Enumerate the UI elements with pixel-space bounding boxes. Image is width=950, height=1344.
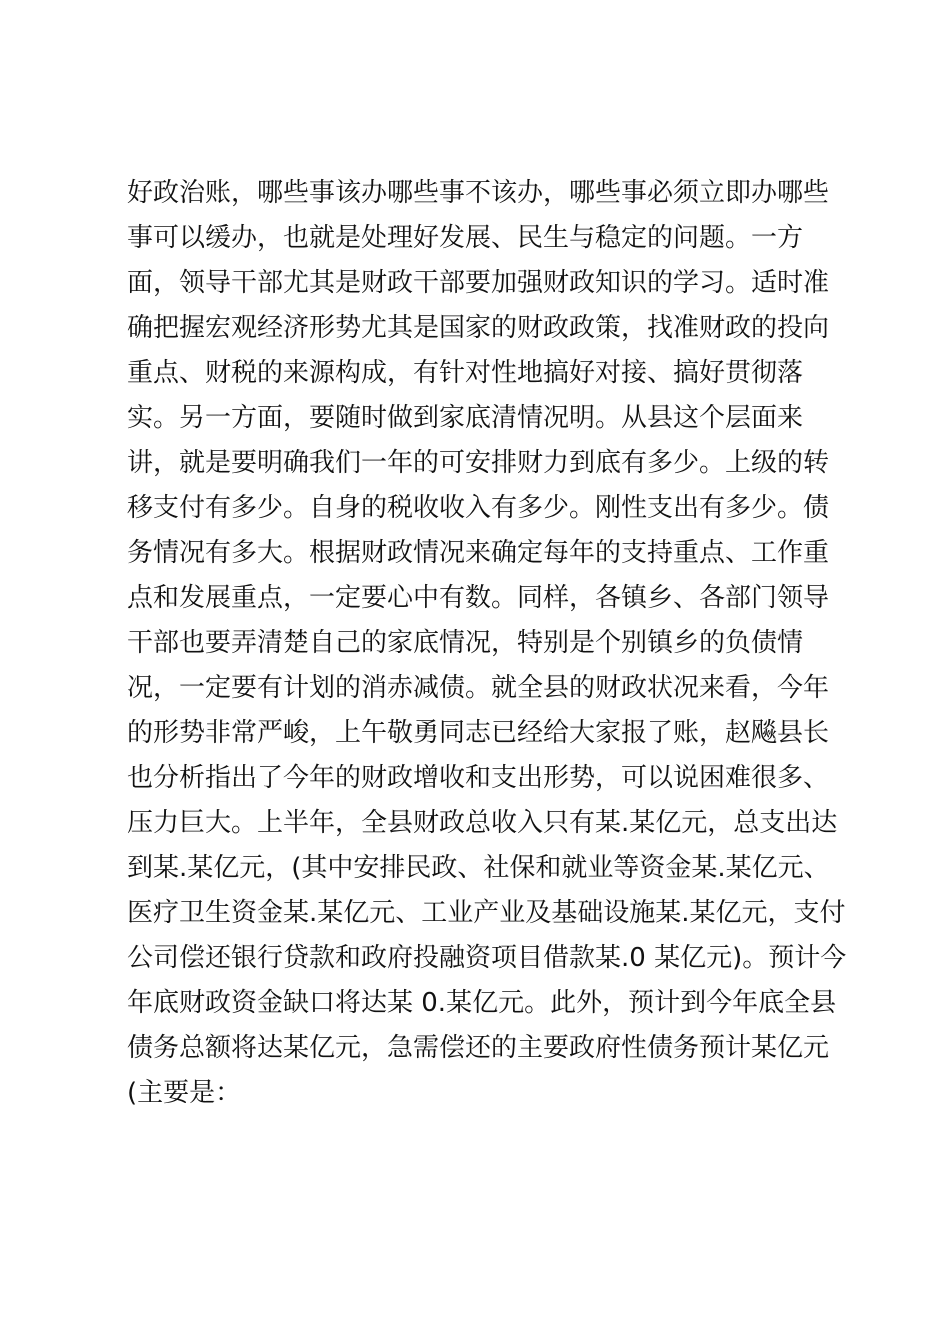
text-line: 讲，就是要明确我们一年的可安排财力到底有多少。上级的转 xyxy=(127,448,830,478)
text-line: 况，一定要有计划的消赤减债。就全县的财政状况来看，今年 xyxy=(127,673,830,703)
text-line: 的形势非常严峻，上午敬勇同志已经给大家报了账，赵飚县长 xyxy=(127,718,830,748)
text-line: 医疗卫生资金某.某亿元、工业产业及基础设施某.某亿元，支付 xyxy=(127,898,846,928)
text-line: 干部也要弄清楚自己的家底情况，特别是个别镇乡的负债情 xyxy=(127,628,804,658)
text-line: 好政治账，哪些事该办哪些事不该办，哪些事必须立即办哪些 xyxy=(127,178,830,208)
text-line: 到某.某亿元，(其中安排民政、社保和就业等资金某.某亿元、 xyxy=(127,853,830,883)
body-paragraph xyxy=(127,171,847,1116)
text-line: 确把握宏观经济形势尤其是国家的财政政策，找准财政的投向 xyxy=(127,313,830,343)
text-line: 面，领导干部尤其是财政干部要加强财政知识的学习。适时准 xyxy=(127,268,830,298)
text-line: 债务总额将达某亿元，急需偿还的主要政府性债务预计某亿元 xyxy=(127,1033,830,1063)
text-line: 实。另一方面，要随时做到家底清情况明。从县这个层面来 xyxy=(127,403,804,433)
text-line: 年底财政资金缺口将达某 0.某亿元。此外，预计到今年底全县 xyxy=(127,988,837,1018)
text-line: 也分析指出了今年的财政增收和支出形势，可以说困难很多、 xyxy=(127,763,830,793)
text-line: 重点、财税的来源构成，有针对性地搞好对接、搞好贯彻落 xyxy=(127,358,804,388)
text-line: 移支付有多少。自身的税收收入有多少。刚性支出有多少。债 xyxy=(127,493,830,523)
text-line: 务情况有多大。根据财政情况来确定每年的支持重点、工作重 xyxy=(127,538,830,568)
text-line: 事可以缓办，也就是处理好发展、民生与稳定的问题。一方 xyxy=(127,223,804,253)
text-line: 点和发展重点，一定要心中有数。同样，各镇乡、各部门领导 xyxy=(127,583,830,613)
text-line: 公司偿还银行贷款和政府投融资项目借款某.0 某亿元)。预计今 xyxy=(127,943,847,973)
text-line: 压力巨大。上半年，全县财政总收入只有某.某亿元，总支出达 xyxy=(127,808,838,838)
text-line: (主要是： xyxy=(127,1078,242,1108)
